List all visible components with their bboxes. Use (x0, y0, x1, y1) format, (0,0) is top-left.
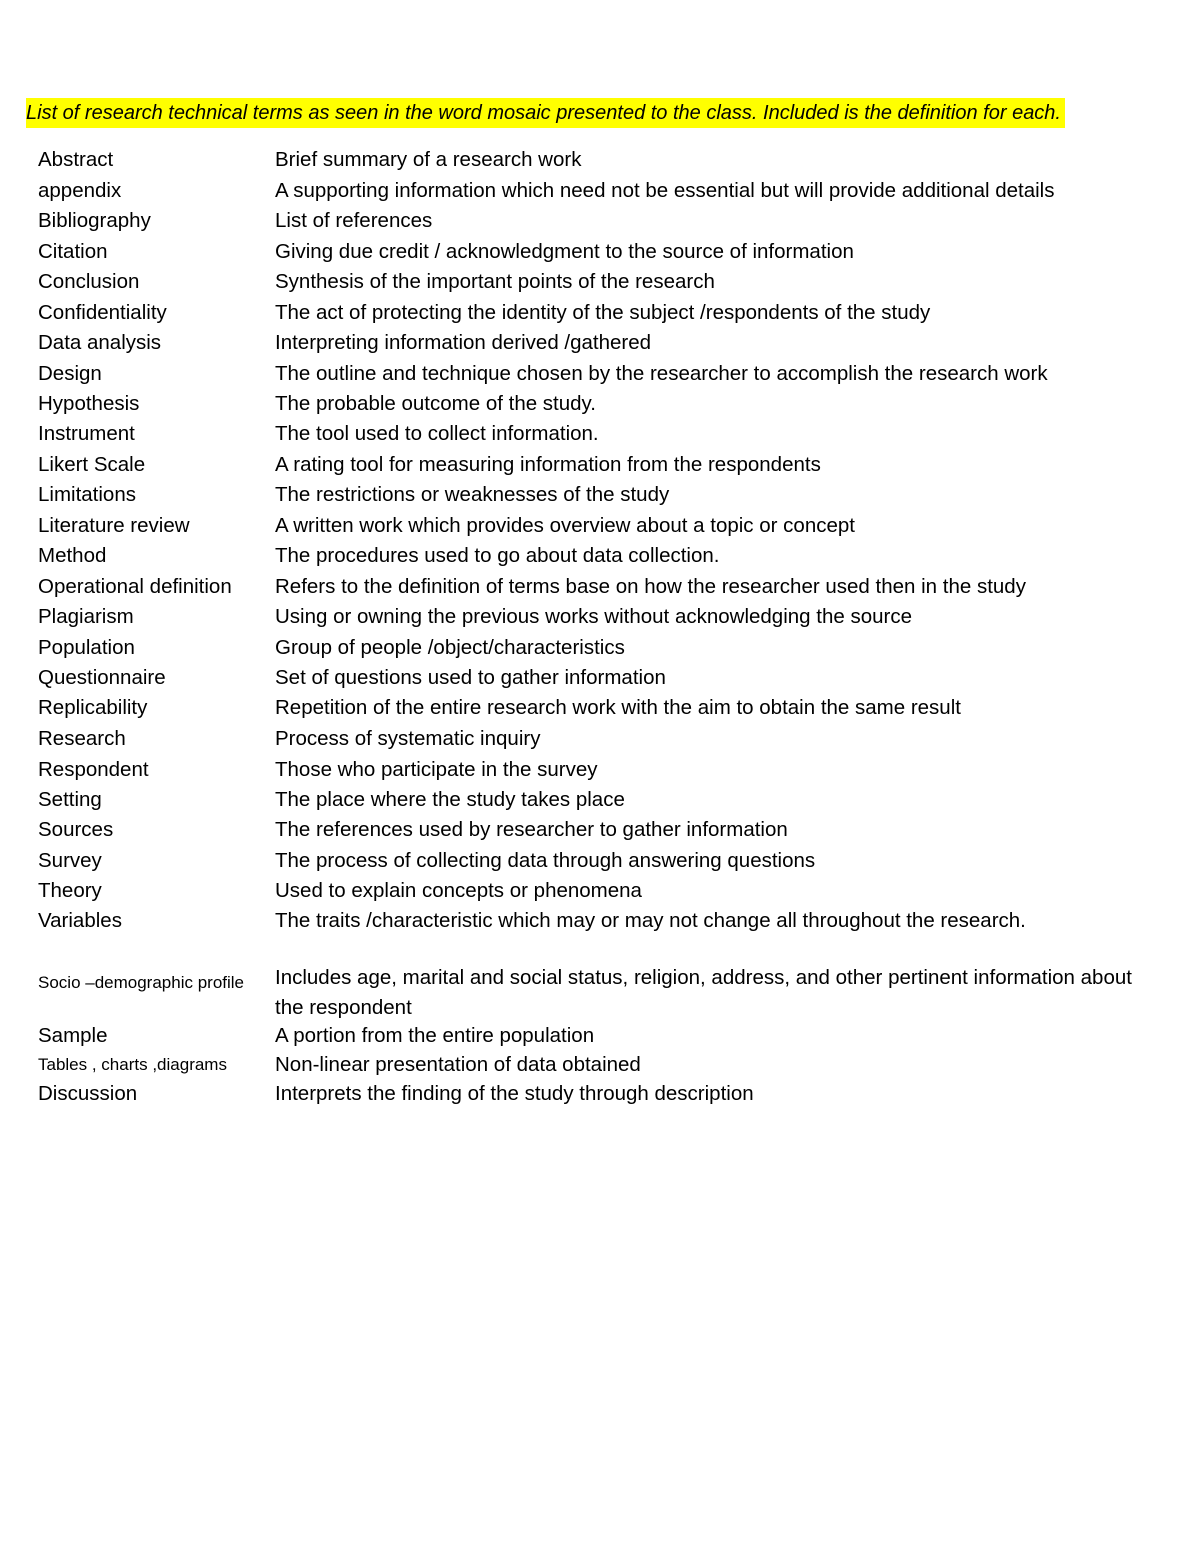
term-definition: Using or owning the previous works without acknowledging the source (275, 605, 912, 628)
term-definition: The process of collecting data through answering questions (275, 848, 816, 872)
term-definition: Refers to the definition of terms base on how the researcher used then in the study (275, 574, 1026, 598)
term-label: Variables (38, 909, 122, 932)
term-label: Method (38, 544, 107, 567)
term-label: Discussion (38, 1082, 138, 1105)
term-label: Theory (38, 879, 102, 902)
term-label: Population (38, 635, 135, 659)
term-definition: A supporting information which need not be essential but will provide additional details (275, 178, 1055, 202)
term-definition: The references used by researcher to gather information (275, 818, 788, 841)
term-definition: Repetition of the entire research work with the aim to obtain the same result (275, 696, 961, 719)
term-label: Abstract (38, 148, 114, 171)
term-definition: Used to explain concepts or phenomena (275, 879, 642, 902)
term-label: Bibliography (38, 209, 151, 232)
term-label: Respondent (38, 757, 149, 781)
term-definition: The act of protecting the identity of the subject /respondents of the study (275, 300, 931, 324)
term-definition: A written work which provides overview about a topic or concept (275, 513, 855, 537)
term-definition: The traits /characteristic which may or may not change all throughout the research. (275, 909, 1026, 932)
term-label: Conclusion (38, 270, 140, 293)
term-label: Sample (38, 1024, 108, 1047)
glossary-row (0, 963, 1200, 1023)
term-definition: The outline and technique chosen by the researcher to accomplish the research work (275, 361, 1048, 385)
term-label: Plagiarism (38, 605, 134, 628)
term-definition: Brief summary of a research work (275, 148, 582, 171)
term-label: appendix (38, 178, 122, 202)
term-definition: The probable outcome of the study. (275, 392, 596, 415)
term-definition: A rating tool for measuring information from the respondents (275, 452, 821, 476)
term-label: Confidentiality (38, 300, 167, 324)
term-definition: Giving due credit / acknowledgment to the source of information (275, 239, 854, 263)
term-label: Replicability (38, 696, 148, 719)
term-label: Hypothesis (38, 392, 140, 415)
term-definition: The procedures used to go about data collection. (275, 544, 720, 567)
term-definition: Interprets the finding of the study through description (275, 1082, 754, 1105)
term-label: Data analysis (38, 331, 162, 354)
term-label: Design (38, 361, 102, 385)
term-definition: Synthesis of the important points of the research (275, 270, 715, 293)
term-label: Tables , charts ,diagrams (38, 1055, 227, 1074)
term-label: Research (38, 727, 126, 750)
term-label: Operational definition (38, 574, 232, 598)
term-definition: Those who participate in the survey (275, 757, 598, 781)
term-label: Questionnaire (38, 666, 166, 689)
term-definition: Group of people /object/characteristics (275, 635, 625, 659)
term-label: Setting (38, 788, 102, 811)
term-label: Socio –demographic profile (38, 973, 245, 992)
term-definition: Process of systematic inquiry (275, 727, 541, 750)
term-label: Survey (38, 848, 102, 872)
term-definition: The restrictions or weaknesses of the study (275, 483, 670, 506)
term-label: Sources (38, 818, 114, 841)
term-definition: Interpreting information derived /gathered (275, 331, 652, 354)
term-definition: Set of questions used to gather information (275, 666, 666, 689)
term-definition: The tool used to collect information. (275, 422, 599, 445)
term-definition: Non-linear presentation of data obtained (275, 1053, 641, 1076)
term-label: Limitations (38, 483, 136, 506)
term-definition: List of references (275, 209, 433, 232)
page-heading: List of research technical terms as seen in the word mosaic presented to the class. Included is the definition for each. (26, 98, 1065, 128)
term-label: Literature review (38, 513, 190, 537)
term-definition: A portion from the entire population (275, 1024, 595, 1047)
term-label: Citation (38, 239, 108, 263)
term-definition: The place where the study takes place (275, 788, 625, 811)
term-label: Likert Scale (38, 452, 146, 476)
term-label: Instrument (38, 422, 135, 445)
term-definition: Includes age, marital and social status, religion, address, and other pertinent information about the respondent (275, 966, 1132, 1019)
